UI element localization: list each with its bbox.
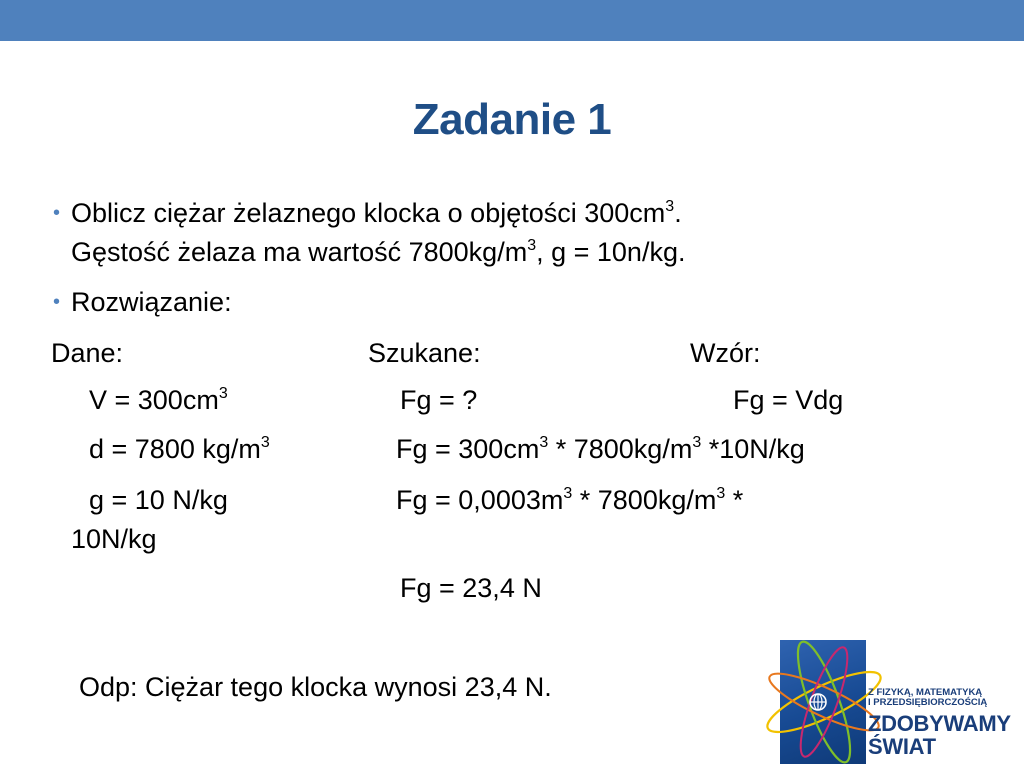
wzor-label: Wzór:	[690, 338, 761, 368]
result: Fg = 23,4 N	[400, 573, 542, 603]
unknown-fg: Fg = ?	[400, 385, 478, 415]
bullet-icon: •	[53, 202, 61, 224]
solution-heading: Rozwiązanie:	[71, 287, 232, 317]
calculation-step-2-wrap: 10N/kg	[71, 524, 157, 554]
given-density: d = 7800 $kg/m^3$	[89, 434, 270, 464]
task-line-2: Gęstość żelaza ma wartość $7800kg/m^3$, g = 10n/kg.	[71, 237, 686, 267]
formula: Fg = Vdg	[733, 385, 844, 415]
bullet-icon: •	[53, 291, 61, 313]
given-volume: $V = 300cm^3$	[89, 385, 228, 415]
logo-name: ZDOBYWAMY ŚWIAT	[868, 711, 1011, 759]
dane-label: Dane:	[51, 338, 124, 368]
top-bar	[0, 0, 1024, 41]
slide-title: Zadanie 1	[412, 95, 612, 144]
answer: Odp: Ciężar tego klocka wynosi 23,4 N.	[79, 672, 552, 702]
szukane-label: Szukane:	[368, 338, 481, 368]
calculation-step-2: $Fg = 0,0003m^3 * 7800kg/m^3$ *	[396, 485, 744, 515]
calculation-step-1: $Fg = 300cm^3 * 7800kg/m^3$ *10N/kg	[396, 434, 805, 464]
project-logo	[766, 620, 1024, 768]
given-gravity: g = 10 N/kg	[89, 485, 228, 515]
logo-tagline: Z FIZYKĄ, MATEMATYKĄ I PRZEDSIĘBIORCZOŚCIĄ	[868, 687, 988, 708]
task-line-1: Oblicz ciężar żelaznego klocka o objętości $300cm^3$.	[71, 198, 682, 228]
